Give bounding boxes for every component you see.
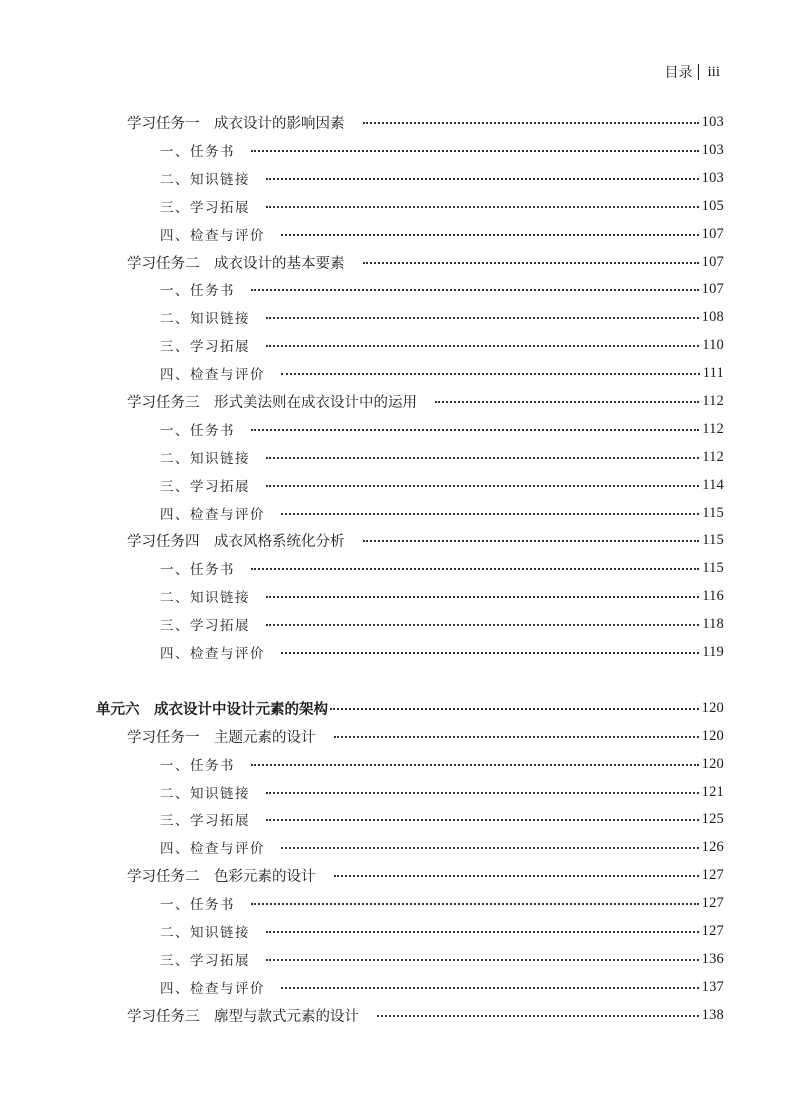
dot-leader [266, 485, 699, 487]
dot-leader [266, 317, 699, 319]
toc-entry-page-number: 120 [701, 727, 724, 744]
dot-leader [266, 178, 699, 180]
header-section-title: 目录 [664, 65, 693, 81]
toc-entry-page-number: 116 [702, 587, 724, 604]
toc-entry-page-number: 126 [701, 838, 724, 855]
dot-leader [266, 819, 699, 821]
dot-leader [363, 122, 699, 124]
dot-leader [266, 345, 699, 347]
toc-sub-entry[interactable] [0, 610, 800, 638]
toc-entry-title: 二、知识链接 [160, 451, 250, 467]
toc-sub-entry[interactable] [0, 778, 800, 806]
toc-sub-entry[interactable] [0, 917, 800, 945]
dot-leader [377, 1015, 699, 1017]
toc-entry-page-number: 112 [702, 420, 724, 437]
toc-entry-title: 四、检查与评价 [160, 367, 265, 383]
toc-task-entry[interactable] [0, 108, 800, 136]
toc-entry-page-number: 103 [701, 169, 724, 186]
dot-leader [281, 234, 699, 236]
toc-entry-title: 二、知识链接 [160, 786, 250, 802]
toc-entry-title: 三、学习拓展 [160, 618, 250, 634]
toc-entry-page-number: 127 [701, 922, 724, 939]
toc-entry-page-number: 105 [701, 197, 724, 214]
toc-unit-entry[interactable] [0, 694, 800, 722]
toc-entry-title: 学习任务二 色彩元素的设计 [127, 868, 316, 885]
toc-task-entry[interactable] [0, 722, 800, 750]
header-divider [698, 64, 699, 80]
toc-sub-entry[interactable] [0, 192, 800, 220]
toc-entry-title: 学习任务三 廓型与款式元素的设计 [127, 1008, 359, 1025]
toc-entry-title: 单元六 成衣设计中设计元素的架构 [96, 701, 328, 718]
toc-sub-entry[interactable] [0, 638, 800, 666]
toc-entry-title: 四、检查与评价 [160, 646, 265, 662]
header-page-number: iii [707, 63, 720, 80]
toc-entry-title: 学习任务一 成衣设计的影响因素 [127, 115, 345, 132]
dot-leader [266, 596, 699, 598]
toc-entry-page-number: 125 [701, 810, 724, 827]
dot-leader [266, 959, 699, 961]
toc-entry-page-number: 103 [701, 141, 724, 158]
toc-sub-entry[interactable] [0, 331, 800, 359]
toc-entry-title: 三、学习拓展 [160, 813, 250, 829]
toc-sub-entry[interactable] [0, 471, 800, 499]
toc-entry-page-number: 112 [702, 392, 724, 409]
dot-leader [251, 289, 699, 291]
toc-task-entry[interactable] [0, 861, 800, 889]
toc-entry-page-number: 138 [701, 1006, 724, 1023]
toc-sub-entry[interactable] [0, 359, 800, 387]
toc-sub-entry[interactable] [0, 750, 800, 778]
dot-leader [363, 262, 699, 264]
dot-leader [266, 792, 699, 794]
dot-leader [281, 987, 699, 989]
toc-entry-title: 二、知识链接 [160, 925, 250, 941]
toc-sub-entry[interactable] [0, 833, 800, 861]
toc-entry-page-number: 127 [701, 866, 724, 883]
toc-entry-page-number: 107 [701, 280, 724, 297]
toc-entry-page-number: 107 [701, 225, 724, 242]
dot-leader [251, 764, 699, 766]
dot-leader [266, 457, 699, 459]
toc-sub-entry[interactable] [0, 973, 800, 1001]
toc-entry-page-number: 115 [702, 559, 724, 576]
toc-entry-page-number: 114 [702, 476, 724, 493]
toc-sub-entry[interactable] [0, 443, 800, 471]
toc-sub-entry[interactable] [0, 303, 800, 331]
toc-sub-entry[interactable] [0, 582, 800, 610]
toc-entry-page-number: 119 [702, 643, 724, 660]
dot-leader [281, 652, 699, 654]
toc-entry-title: 四、检查与评价 [160, 981, 265, 997]
toc-entry-title: 二、知识链接 [160, 311, 250, 327]
dot-leader [251, 150, 699, 152]
toc-entry-title: 一、任务书 [160, 423, 235, 439]
toc-task-entry[interactable] [0, 248, 800, 276]
toc-entry-page-number: 136 [701, 950, 724, 967]
toc-entry-page-number: 127 [701, 894, 724, 911]
toc-entry-page-number: 121 [701, 783, 724, 800]
toc-entry-title: 二、知识链接 [160, 172, 250, 188]
toc-entry-page-number: 110 [702, 336, 724, 353]
toc-entry-page-number: 108 [701, 308, 724, 325]
toc-entry-title: 学习任务二 成衣设计的基本要素 [127, 255, 345, 272]
dot-leader [281, 847, 699, 849]
toc-entry-title: 一、任务书 [160, 758, 235, 774]
dot-leader [334, 875, 699, 877]
toc-entry-title: 三、学习拓展 [160, 200, 250, 216]
toc-entry-title: 一、任务书 [160, 562, 235, 578]
toc-entry-page-number: 107 [701, 253, 724, 270]
toc-entry-title: 学习任务四 成衣风格系统化分析 [127, 533, 345, 550]
toc-entry-page-number: 118 [702, 615, 724, 632]
toc-entry-page-number: 120 [701, 699, 724, 716]
toc-entry-title: 四、检查与评价 [160, 507, 265, 523]
toc-entry-page-number: 112 [702, 448, 724, 465]
dot-leader [363, 540, 700, 542]
toc-sub-entry[interactable] [0, 945, 800, 973]
dot-leader [266, 206, 699, 208]
toc-entry-title: 学习任务一 主题元素的设计 [127, 729, 316, 746]
toc-task-entry[interactable] [0, 526, 800, 554]
toc-sub-entry[interactable] [0, 499, 800, 527]
dot-leader [266, 931, 699, 933]
running-header [664, 62, 720, 82]
toc-sub-entry[interactable] [0, 220, 800, 248]
dot-leader [251, 903, 699, 905]
dot-leader [281, 373, 700, 375]
toc-entry-page-number: 120 [701, 755, 724, 772]
toc-entry-title: 三、学习拓展 [160, 339, 250, 355]
dot-leader [281, 513, 699, 515]
toc-entry-page-number: 115 [702, 504, 724, 521]
toc-sub-entry[interactable] [0, 415, 800, 443]
toc-entry-page-number: 137 [701, 978, 724, 995]
dot-leader [334, 736, 699, 738]
toc-sub-entry[interactable] [0, 136, 800, 164]
dot-leader [435, 401, 699, 403]
toc-entry-page-number: 111 [702, 364, 724, 381]
toc-entry-page-number: 103 [701, 113, 724, 130]
toc-entry-title: 学习任务三 形式美法则在成衣设计中的运用 [127, 394, 417, 411]
toc-entry-title: 四、检查与评价 [160, 228, 265, 244]
dot-leader [266, 624, 699, 626]
toc-entry-title: 三、学习拓展 [160, 953, 250, 969]
toc-entry-title: 四、检查与评价 [160, 841, 265, 857]
toc-entry-title: 一、任务书 [160, 897, 235, 913]
toc-sub-entry[interactable] [0, 889, 800, 917]
toc-task-entry[interactable] [0, 1001, 800, 1029]
toc-sub-entry[interactable] [0, 805, 800, 833]
dot-leader [330, 708, 699, 710]
dot-leader [251, 429, 699, 431]
toc-entry-title: 三、学习拓展 [160, 479, 250, 495]
toc-task-entry[interactable] [0, 387, 800, 415]
toc-entry-title: 一、任务书 [160, 283, 235, 299]
toc-sub-entry[interactable] [0, 275, 800, 303]
toc-sub-entry[interactable] [0, 554, 800, 582]
toc-sub-entry[interactable] [0, 164, 800, 192]
dot-leader [251, 568, 699, 570]
toc-entry-title: 二、知识链接 [160, 590, 250, 606]
toc-entry-title: 一、任务书 [160, 144, 235, 160]
toc-entry-page-number: 115 [702, 531, 724, 548]
